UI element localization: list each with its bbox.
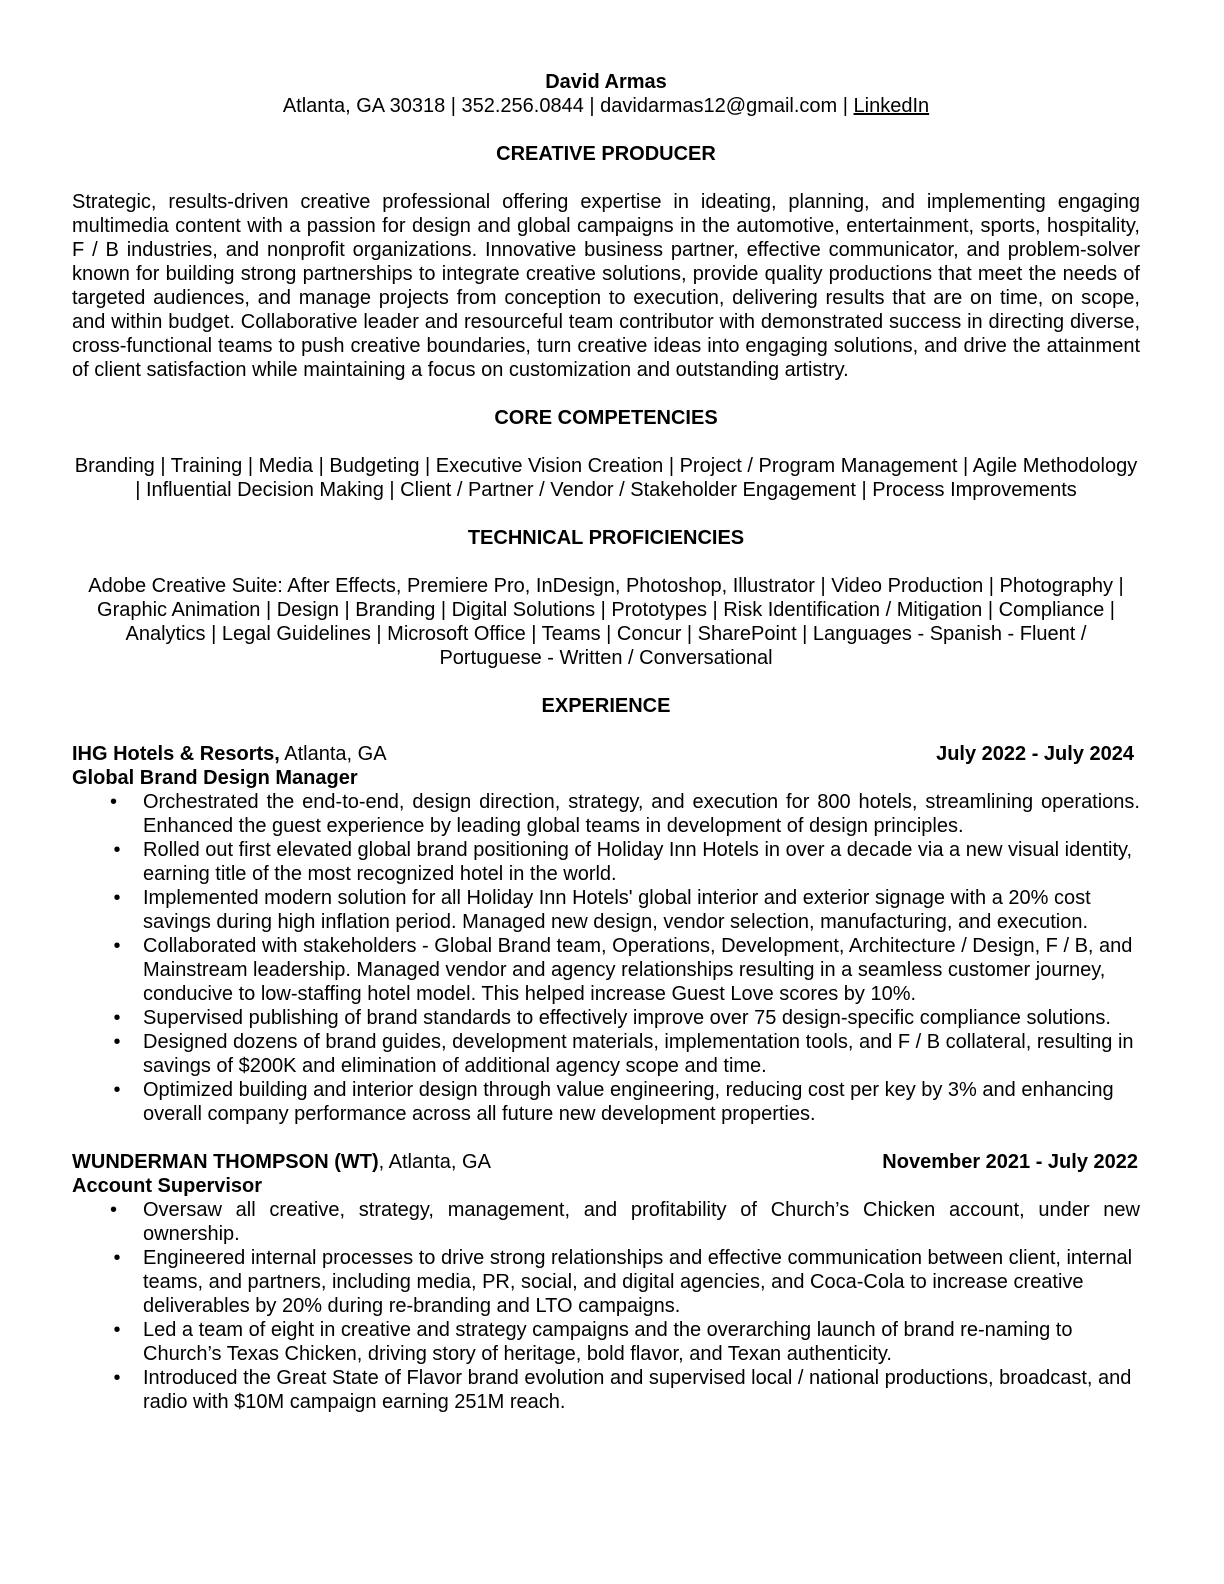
contact-location: Atlanta, GA 30318 xyxy=(282,95,446,117)
experience-list xyxy=(72,742,1140,1414)
headline: CREATIVE PRODUCER xyxy=(496,143,716,165)
contact-line xyxy=(72,94,1140,118)
bullet-icon: • xyxy=(113,1079,121,1101)
job-bullet-text: Supervised publishing of brand standards to effectively improve over 75 design-specific compliance solutions. xyxy=(143,1007,1111,1029)
bullet-icon: • xyxy=(113,887,121,909)
job-bullet xyxy=(113,1366,1140,1414)
job-bullet-list xyxy=(72,790,1140,1126)
bullet-icon: • xyxy=(113,935,121,957)
bullet-icon: • xyxy=(113,1007,121,1029)
candidate-name: David Armas xyxy=(545,71,667,93)
job-employer xyxy=(72,742,387,766)
technical-proficiencies-heading: TECHNICAL PROFICIENCIES xyxy=(467,527,745,549)
job-bullet xyxy=(113,1006,1140,1030)
job-entry xyxy=(72,1150,1140,1414)
job-bullet-text: Led a team of eight in creative and strategy campaigns and the overarching launch of brand re-naming to Church’s Texas Chicken, driving story of heritage, bold flavor, and Texan authenticity. xyxy=(143,1319,1073,1365)
job-company: IHG Hotels & Resorts, xyxy=(72,743,280,765)
job-bullet xyxy=(113,934,1140,1006)
job-bullet-text: Introduced the Great State of Flavor brand evolution and supervised local / national productions, broadcast, and radio with $10M campaign earning 251M reach. xyxy=(143,1367,1132,1413)
job-bullet-text: Engineered internal processes to drive strong relationships and effective communication between client, internal teams, and partners, including media, PR, social, and digital agencies, and Coca-Cola to increase creative deliverables by 20% during re-branding and LTO campaigns. xyxy=(143,1247,1133,1317)
bullet-icon: • xyxy=(110,791,118,813)
resume-header xyxy=(72,70,1140,118)
job-bullet-text: Rolled out first elevated global brand positioning of Holiday Inn Hotels in over a decade via a new visual identity, earning title of the most recognized hotel in the world. xyxy=(143,839,1133,885)
core-competencies-heading: CORE COMPETENCIES xyxy=(494,407,718,429)
job-bullet xyxy=(113,838,1140,886)
bullet-icon: • xyxy=(110,1199,118,1221)
job-bullet-list xyxy=(72,1198,1140,1414)
job-company: WUNDERMAN THOMPSON (WT) xyxy=(72,1151,379,1173)
job-bullet xyxy=(113,1318,1140,1366)
job-location: Atlanta, GA xyxy=(279,743,387,765)
job-bullet-text: Orchestrated the end-to-end, design direction, strategy, and execution for 800 hotels, streamlining operations. Enhanced the guest experience by leading global teams in development of design principles. xyxy=(143,791,1140,837)
technical-proficiencies-list: Adobe Creative Suite: After Effects, Premiere Pro, InDesign, Photoshop, Illustrator | Video Production | Photography | Graphic Animation | Design | Branding | Digital Solutions | Prototypes | Risk Identification / Mitigation | Compliance | Analytics | Legal Guidelines | Microsoft Office | Teams | Concur | SharePoint | Languages - Spanish - Fluent / Portuguese - Written / Conversational xyxy=(88,575,1124,669)
job-bullet xyxy=(113,1246,1140,1318)
job-bullet xyxy=(113,1078,1140,1126)
job-bullet xyxy=(113,1030,1140,1078)
job-dates: July 2022 - July 2024 xyxy=(936,743,1134,765)
job-bullet xyxy=(113,886,1140,934)
job-bullet-text: Collaborated with stakeholders - Global Brand team, Operations, Development, Architecture / Design, F / B, and Mainstream leadership. Managed vendor and agency relationships resulting in a seamless customer journey, conducive to low-staffing hotel model. This helped increase Guest Love scores by 10%. xyxy=(143,935,1133,1005)
contact-separator: | xyxy=(583,95,601,117)
bullet-icon: • xyxy=(113,839,121,861)
job-location: , Atlanta, GA xyxy=(378,1151,491,1173)
linkedin-link[interactable]: LinkedIn xyxy=(853,95,930,117)
job-dates: November 2021 - July 2022 xyxy=(882,1151,1138,1173)
job-entry xyxy=(72,742,1140,1126)
job-bullet-text: Implemented modern solution for all Holiday Inn Hotels' global interior and exterior signage with a 20% cost savings during high inflation period. Managed new design, vendor selection, manufacturing, and execution. xyxy=(143,887,1091,933)
bullet-icon: • xyxy=(113,1319,121,1341)
job-employer xyxy=(72,1150,491,1174)
job-bullet-text: Optimized building and interior design through value engineering, reducing cost per key by 3% and enhancing overall company performance across all future new development properties. xyxy=(143,1079,1114,1125)
job-header xyxy=(72,1150,1140,1174)
job-bullet-text: Oversaw all creative, strategy, management, and profitability of Church’s Chicken account, under new ownership. xyxy=(143,1199,1140,1245)
job-header xyxy=(72,742,1140,766)
experience-heading: EXPERIENCE xyxy=(541,695,671,717)
contact-separator: | xyxy=(837,95,854,117)
job-title: Account Supervisor xyxy=(72,1175,263,1197)
contact-separator: | xyxy=(445,95,462,117)
job-title: Global Brand Design Manager xyxy=(72,767,358,789)
job-bullet xyxy=(110,790,1140,838)
bullet-icon: • xyxy=(113,1031,121,1053)
bullet-icon: • xyxy=(113,1247,121,1269)
job-bullet xyxy=(110,1198,1140,1246)
core-competencies-list: Branding | Training | Media | Budgeting | Executive Vision Creation | Project / Program Management | Agile Methodology | Influential Decision Making | Client / Partner / Vendor / Stakeholder Engagement | Process Improvements xyxy=(74,455,1138,501)
contact-phone: 352.256.0844 xyxy=(461,95,584,117)
job-bullet-text: Designed dozens of brand guides, development materials, implementation tools, and F / B collateral, resulting in savings of $200K and elimination of additional agency scope and time. xyxy=(143,1031,1134,1077)
professional-summary: Strategic, results-driven creative professional offering expertise in ideating, planning, and implementing engaging multimedia content with a passion for design and global campaigns in the automotive, entertainment, sports, hospitality, F / B industries, and nonprofit organizations. Innovative business partner, effective communicator, and problem-solver known for building strong partnerships to integrate creative solutions, provide quality productions that meet the needs of targeted audiences, and manage projects from conception to execution, delivering results that are on time, on scope, and within budget. Collaborative leader and resourceful team contributor with demonstrated success in directing diverse, cross-functional teams to push creative boundaries, turn creative ideas into engaging solutions, and drive the attainment of client satisfaction while maintaining a focus on customization and outstanding artistry. xyxy=(72,191,1140,381)
contact-email: davidarmas12@gmail.com xyxy=(600,95,838,117)
bullet-icon: • xyxy=(113,1367,121,1389)
